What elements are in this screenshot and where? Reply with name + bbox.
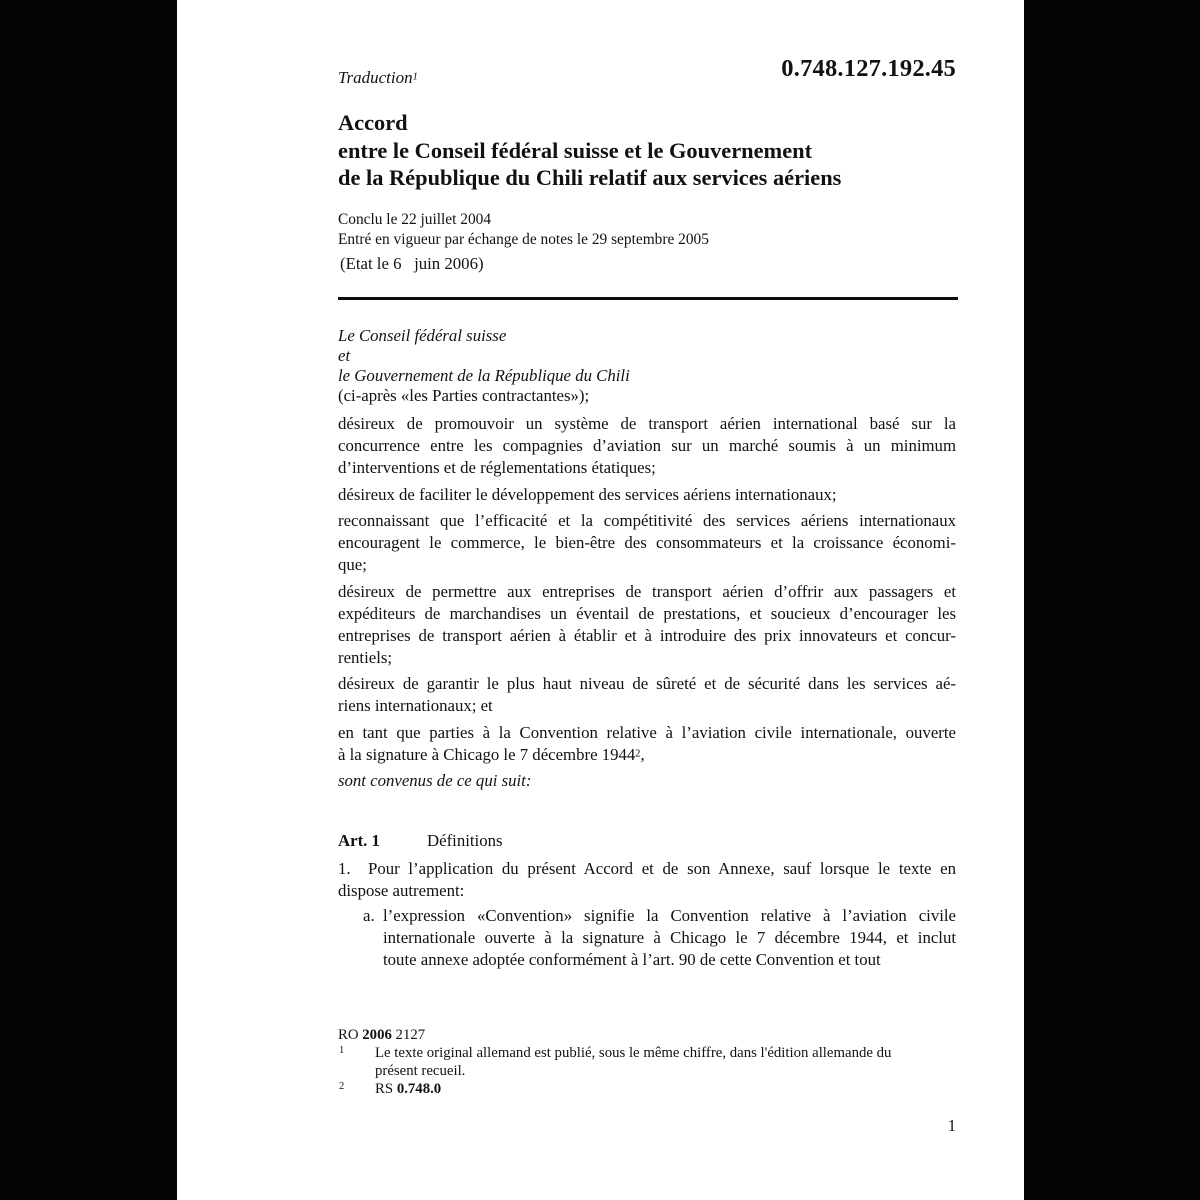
footnotes xyxy=(338,1026,958,1098)
text-line: désireux de faciliter le développement des services aériens internationaux; xyxy=(338,484,837,504)
paragraph xyxy=(338,722,956,766)
bold-text: 0.748.0 xyxy=(396,1081,442,1097)
text-line: sont convenus de ce qui suit: xyxy=(338,771,532,790)
footnote-list xyxy=(338,1044,958,1098)
footnote xyxy=(338,1080,958,1098)
article-number: Art. 1 xyxy=(338,831,380,850)
document-page xyxy=(177,0,1024,1200)
preamble-line: et xyxy=(338,346,351,365)
text-line: toute annexe adoptée conformément à l’art. 90 de cette Convention et tout xyxy=(383,950,881,969)
text-line: désireux de permettre aux entreprises de transport aérien d’offrir aux passagers et xyxy=(338,581,956,601)
body-paragraphs xyxy=(338,413,956,797)
translation-label: Traduction$^1$ xyxy=(338,68,418,87)
paragraph xyxy=(338,673,956,717)
bold-text: 2006 xyxy=(362,1027,392,1043)
status-date-line: (Etat le 6 juin 2006) xyxy=(340,254,484,273)
date-line: Entré en vigueur par échange de notes le 29 septembre 2005 xyxy=(338,230,709,248)
text-line: que; xyxy=(338,555,367,574)
paragraph xyxy=(338,770,956,792)
footnote-line: Le texte original allemand est publié, sous le même chiffre, dans l'édition allemande du xyxy=(375,1045,892,1061)
text-line: d’interventions et de réglementations étatiques; xyxy=(338,458,656,477)
text-line: entreprises de transport aérien à établir et à introduire des prix innovateurs et concur- xyxy=(338,625,956,645)
article-1-section xyxy=(338,830,956,974)
footnote-number: 1 xyxy=(339,1045,345,1056)
text-line: dispose autrement: xyxy=(338,881,465,900)
date-line: Conclu le 22 juillet 2004 xyxy=(338,211,492,228)
title-line: Accord xyxy=(338,110,408,135)
date-lines xyxy=(338,210,958,249)
preamble-line: Le Conseil fédéral suisse xyxy=(338,326,507,345)
text-line: encouragent le commerce, le bien-être des consommateurs et la croissance économi- xyxy=(338,533,956,552)
paragraph xyxy=(338,581,956,669)
preamble xyxy=(338,326,958,406)
ro-reference: RO 2006 2127 xyxy=(338,1027,426,1043)
footnote xyxy=(338,1044,958,1080)
paragraph xyxy=(338,484,956,506)
separator-rule xyxy=(338,297,958,300)
text-line: riens internationaux; et xyxy=(338,696,493,715)
article-heading xyxy=(338,830,956,852)
paragraph xyxy=(338,510,956,576)
text-line: à la signature à Chicago le 7 décembre 1944$^2$, xyxy=(338,744,645,764)
article-paragraph xyxy=(338,905,956,971)
list-item-marker: a. xyxy=(363,906,375,925)
text-line: désireux de promouvoir un système de transport aérien international basé sur la xyxy=(338,414,956,433)
text-line: reconnaissant que l’efficacité et la compétitivité des services aériens internationaux xyxy=(338,511,956,530)
title-line: de la République du Chili relatif aux services aériens xyxy=(338,165,842,190)
text-line: désireux de garantir le plus haut niveau de sûreté et de sécurité dans les services aé- xyxy=(338,674,956,693)
title-line: entre le Conseil fédéral suisse et le Gouvernement xyxy=(338,137,813,163)
preamble-line: le Gouvernement de la République du Chili xyxy=(338,366,630,385)
footnote-reference-mark: 2 xyxy=(635,748,641,760)
preamble-line: (ci-après «les Parties contractantes»); xyxy=(338,386,590,405)
text-line: l’expression «Convention» signifie la Convention relative à l’aviation civile xyxy=(383,906,956,925)
text-line: 1. Pour l’application du présent Accord et de son Annexe, sauf lorsque le texte en xyxy=(338,859,956,878)
footnote-reference-mark: 1 xyxy=(412,71,418,83)
text-line: internationale ouverte à la signature à Chicago le 7 décembre 1944, et inclut xyxy=(383,928,956,947)
footnote-line: présent recueil. xyxy=(375,1063,466,1079)
document-title xyxy=(338,109,960,192)
text-line: expéditeurs de marchandises un éventail de prestations, et soucieux d’encourager les xyxy=(338,603,956,623)
footnote-line: RS 0.748.0 xyxy=(375,1081,442,1097)
footnote-number: 2 xyxy=(339,1081,345,1092)
paragraph xyxy=(338,413,956,479)
document-reference-number: 0.748.127.192.45 xyxy=(781,55,956,82)
text-line: rentiels; xyxy=(338,647,393,667)
article-paragraph xyxy=(338,858,956,902)
text-line: concurrence entre les compagnies d’aviation sur un marché soumis à un minimum xyxy=(338,436,956,455)
page-number: 1 xyxy=(947,1116,956,1135)
article-paragraphs xyxy=(338,858,956,971)
article-title: Définitions xyxy=(427,831,503,850)
text-line: en tant que parties à la Convention relative à l’aviation civile internationale, ouverte xyxy=(338,722,956,742)
